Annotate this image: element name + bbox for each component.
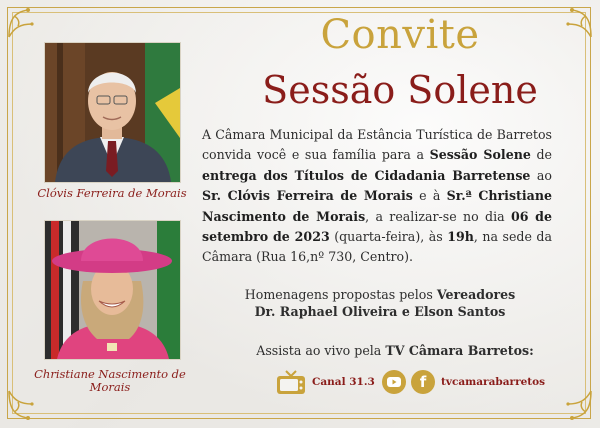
homenagens-vereadores: Vereadores bbox=[436, 287, 516, 302]
homenagens-names: Dr. Raphael Oliveira e Elson Santos bbox=[254, 304, 506, 319]
body-text-5: , a realizar-se no dia bbox=[365, 208, 511, 224]
tv-icon bbox=[276, 369, 306, 395]
body-bold-time: 19h bbox=[447, 229, 474, 245]
body-text-4: e à bbox=[412, 188, 447, 204]
invitation-body bbox=[202, 125, 552, 268]
body-bold-session: Sessão Solene bbox=[429, 147, 531, 163]
corner-ornament-icon bbox=[560, 388, 594, 422]
homenagens-block bbox=[220, 286, 540, 320]
event-title: Sessão Solene bbox=[262, 68, 538, 112]
social-links[interactable] bbox=[382, 369, 545, 395]
facebook-icon[interactable]: f bbox=[411, 370, 435, 394]
honoree-name-1: Clóvis Ferreira de Morais bbox=[37, 186, 187, 200]
honoree-photo-1 bbox=[44, 42, 181, 183]
invite-title: Convite bbox=[320, 12, 480, 58]
body-bold-date: 06 de setembro de 2023 bbox=[202, 208, 552, 245]
social-handle[interactable]: tvcamarabarretos bbox=[441, 376, 546, 388]
watch-live-prefix: Assista ao vivo pela bbox=[256, 343, 386, 358]
tv-channel-label: Canal 31.3 bbox=[312, 376, 375, 388]
body-text-6: (quarta-feira), às bbox=[329, 229, 448, 245]
homenagens-prefix: Homenagens propostas pelos bbox=[244, 287, 437, 302]
body-text-2: de bbox=[530, 147, 552, 163]
body-text-7: , na sede da Câmara (Rua 16,nº 730, Centro). bbox=[202, 229, 552, 265]
body-bold-honoree-2: Sr.ª Christiane Nascimento de Morais bbox=[202, 188, 552, 224]
watch-live-channel: TV Câmara Barretos: bbox=[385, 343, 534, 358]
tv-channel-link[interactable] bbox=[276, 369, 375, 395]
body-bold-titles: entrega dos Títulos de Cidadania Barretense bbox=[202, 167, 531, 183]
homenagens-line-1 bbox=[220, 286, 540, 303]
honoree-name-2: Christiane Nascimento de Morais bbox=[34, 367, 186, 394]
corner-ornament-icon bbox=[6, 6, 40, 40]
honoree-photo-2 bbox=[44, 220, 181, 360]
body-bold-honoree-1: Sr. Clóvis Ferreira de Morais bbox=[202, 188, 413, 204]
watch-live-line bbox=[220, 343, 570, 358]
body-text-3: ao bbox=[530, 167, 553, 183]
youtube-icon[interactable] bbox=[382, 370, 406, 394]
body-text-1: A Câmara Municipal da Estância Turística de Barretos convida você e sua família para a bbox=[202, 127, 552, 163]
homenagens-line-2 bbox=[220, 303, 540, 320]
